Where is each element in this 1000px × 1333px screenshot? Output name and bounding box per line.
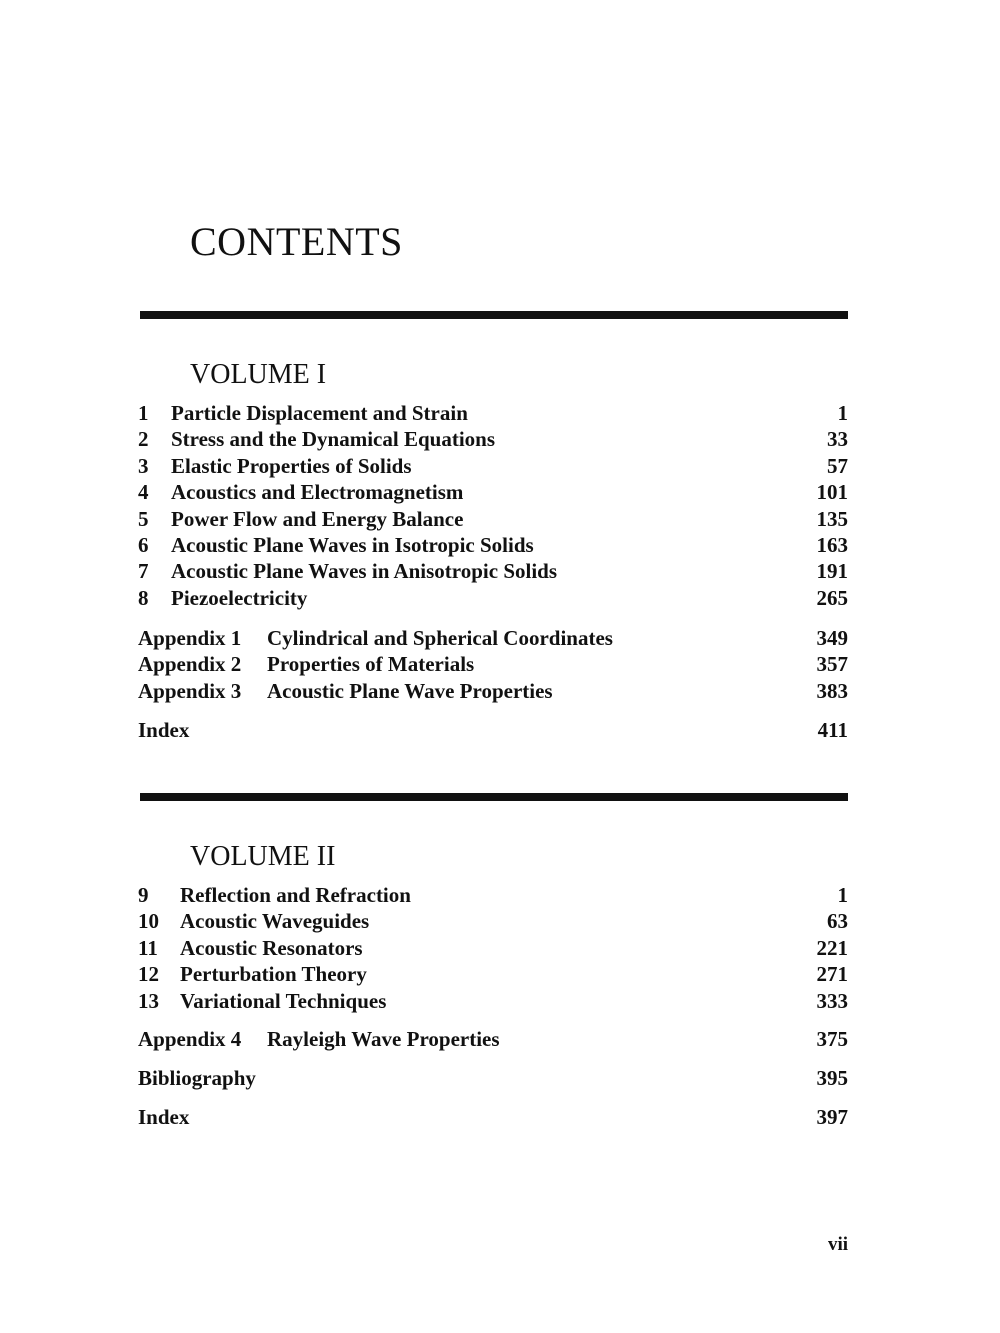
appendix-title: Properties of Materials [267,652,475,677]
toc-entry-appendix-2[interactable] [138,652,848,678]
toc-entry-chapter-7[interactable] [138,559,848,585]
page-folio: vii [827,1234,848,1255]
page-number: 135 [816,506,848,531]
toc-entry-chapter-4[interactable] [138,480,848,506]
appendix-title: Rayleigh Wave Properties [267,1027,500,1051]
page-number: 357 [816,652,848,677]
page-number: 33 [827,427,848,452]
divider-rule-volume-1 [140,311,848,319]
volume-2-bibliography [138,1066,848,1092]
appendix-label: Appendix 1 [138,626,242,650]
chapter-number: 11 [138,935,158,960]
page-number: 395 [816,1066,848,1090]
page-number: 383 [816,678,848,703]
toc-entry-chapter-9[interactable] [138,883,848,909]
appendix-title: Cylindrical and Spherical Coordinates [267,626,613,650]
toc-entry-chapter-12[interactable] [138,962,848,988]
toc-entry-chapter-10[interactable] [138,909,848,935]
page-number: 411 [817,718,848,742]
chapter-number: 1 [138,401,149,425]
appendix-label: Appendix 4 [138,1027,242,1051]
chapter-title: Power Flow and Energy Balance [171,506,464,531]
chapter-title: Elastic Properties of Solids [171,453,412,478]
page-number: 163 [816,532,848,557]
page-number: 333 [816,988,848,1013]
chapter-number: 10 [138,909,159,934]
page-number: 101 [816,480,848,505]
page-number: 271 [816,962,848,987]
volume-1-heading: VOLUME I [190,359,327,390]
toc-entry-chapter-8[interactable] [138,586,848,612]
index-label: Index [138,1105,190,1129]
appendix-title: Acoustic Plane Wave Properties [267,678,553,703]
chapter-number: 13 [138,988,159,1013]
page-number: 63 [827,909,848,934]
page-title: CONTENTS [190,219,403,264]
chapter-number: 9 [138,883,149,907]
divider-rule-volume-2 [140,793,848,801]
chapter-title: Acoustics and Electromagnetism [171,480,464,505]
chapter-title: Stress and the Dynamical Equations [171,427,496,452]
chapter-number: 7 [138,559,149,584]
page-number: 397 [816,1105,848,1129]
page-number: 1 [837,883,848,907]
chapter-title: Variational Techniques [180,988,387,1013]
toc-entry-bibliography[interactable] [138,1066,848,1092]
toc-entry-chapter-3[interactable] [138,454,848,480]
toc-entry-appendix-1[interactable] [138,626,848,652]
page-number: 375 [816,1027,848,1051]
toc-entry-index-volume-1[interactable] [138,718,848,744]
toc-entry-appendix-4[interactable] [138,1027,848,1053]
chapter-number: 5 [138,506,149,531]
bibliography-label: Bibliography [138,1066,256,1090]
volume-1-chapter-list [138,401,848,612]
volume-1-appendix-list [138,626,848,705]
chapter-number: 2 [138,427,149,452]
page-number: 265 [816,585,848,610]
toc-entry-chapter-6[interactable] [138,533,848,559]
volume-2-index [138,1105,848,1131]
chapter-title: Reflection and Refraction [180,883,411,907]
toc-entry-index-volume-2[interactable] [138,1105,848,1131]
chapter-title: Piezoelectricity [171,585,308,610]
page-number: 57 [827,453,848,478]
chapter-title: Acoustic Plane Waves in Isotropic Solids [171,532,534,557]
chapter-title: Acoustic Resonators [180,935,363,960]
chapter-title: Acoustic Plane Waves in Anisotropic Solids [171,559,558,584]
toc-entry-chapter-5[interactable] [138,507,848,533]
chapter-title: Perturbation Theory [180,962,367,987]
toc-entry-chapter-1[interactable] [138,401,848,427]
chapter-number: 8 [138,585,149,610]
chapter-number: 6 [138,532,149,557]
appendix-label: Appendix 3 [138,678,242,703]
toc-entry-chapter-11[interactable] [138,936,848,962]
toc-entry-chapter-13[interactable] [138,989,848,1015]
chapter-number: 12 [138,962,159,987]
chapter-number: 4 [138,480,149,505]
page-number: 349 [816,626,848,650]
chapter-number: 3 [138,453,149,478]
toc-entry-appendix-3[interactable] [138,679,848,705]
page-number: 1 [837,401,848,425]
volume-2-appendix-list [138,1027,848,1053]
page-number: 221 [816,935,848,960]
volume-1-index [138,718,848,744]
volume-2-chapter-list [138,883,848,1015]
toc-entry-chapter-2[interactable] [138,427,848,453]
appendix-label: Appendix 2 [138,652,242,677]
volume-2-heading: VOLUME II [190,841,336,872]
page-number: 191 [816,559,848,584]
index-label: Index [138,718,190,742]
chapter-title: Acoustic Waveguides [180,909,370,934]
chapter-title: Particle Displacement and Strain [171,401,468,425]
